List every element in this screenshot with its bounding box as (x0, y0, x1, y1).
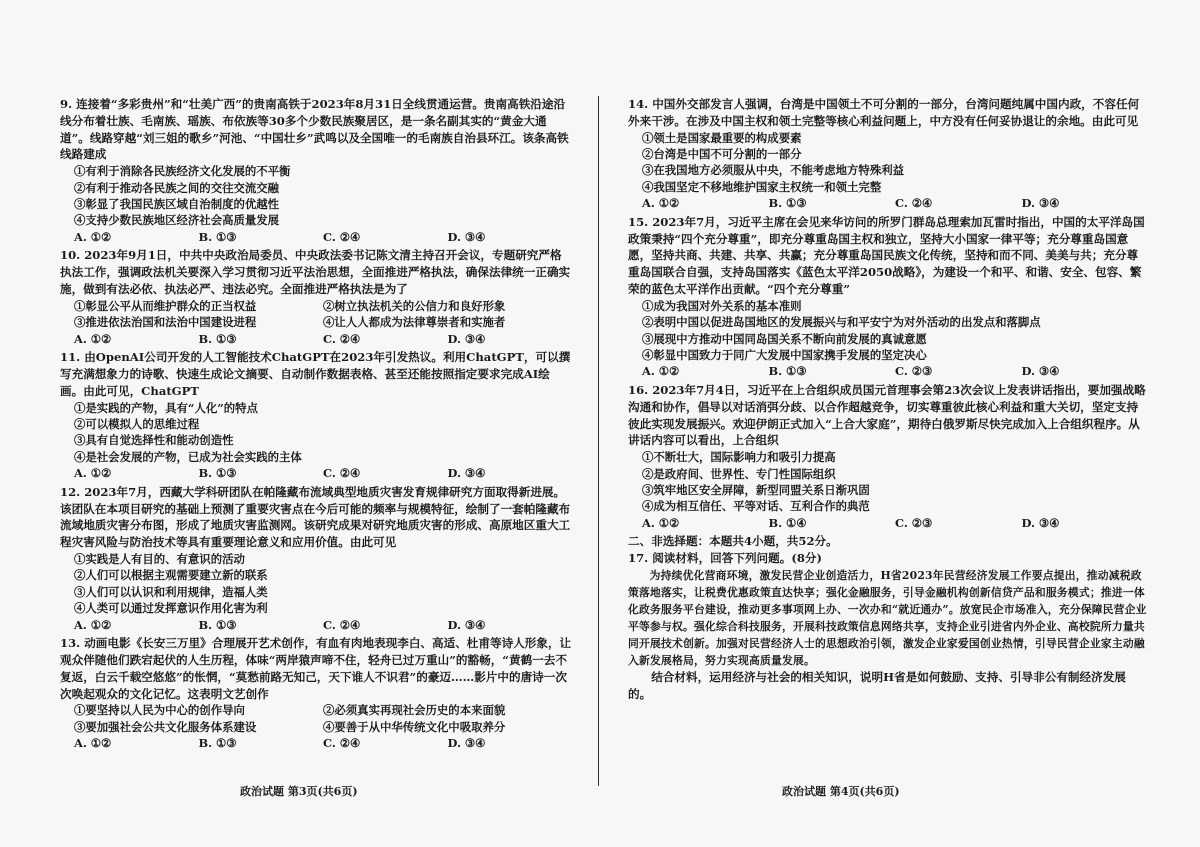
choice-c: C. ②④ (323, 466, 361, 481)
choice-d: D. ③④ (447, 736, 486, 751)
option-2: ②表明中国以促进岛国地区的发展振兴与和平安宁为对外活动的出发点和落脚点 (642, 315, 1041, 330)
question-15 (628, 214, 1148, 380)
option-2: ②可以模拟人的思维过程 (74, 417, 200, 431)
choice-b: B. ①③ (198, 229, 237, 244)
choice-c: C. ②③ (895, 364, 933, 379)
option-3: ③推进依法治国和法治中国建设进程 (74, 315, 257, 330)
option-4: ④人类可以通过发挥意识作用化害为利 (74, 601, 268, 616)
option-1: ①领土是国家最重要的构成要素 (642, 130, 802, 145)
choice-c: C. ②③ (895, 515, 933, 530)
choice-a: A. ①② (642, 515, 680, 530)
question-12 (60, 484, 572, 633)
option-3: ③人们可以认识和利用规律，造福人类 (74, 584, 268, 599)
choice-d: D. ③④ (1021, 196, 1060, 211)
choice-a: A. ①② (74, 466, 112, 481)
question-10 (60, 247, 572, 347)
question-stem: 14. 中国外交部发言人强调，台湾是中国领土不可分割的一部分，台湾问题纯属中国内政，不容任何外来干涉。在涉及中国主权和领土完整等核心利益问题上，中方没有任何妥协退让的余地。由此可见 (628, 97, 1140, 128)
option-3: ③彰显了我国民族区域自治制度的优越性 (74, 197, 280, 211)
question-stem: 15. 2023年7月，习近平主席在会见来华访问的所罗门群岛总理索加瓦雷时指出，中国的太平洋岛国政策秉持“四个充分尊重”，即充分尊重岛国主权和独立，坚持大小国家一律平等；充分尊重岛国意愿，坚持共商、共建、共享、共赢；充分尊重岛国民族文化传统，坚持和而不同、美美与共；充分尊重岛国联合自强，支持岛国落实《蓝色太平洋2050战略》，为建设一个和平、和谐、安全、包容、繁荣的蓝色太平洋作出贡献。“四个充分尊重” (628, 214, 1145, 296)
choice-b: B. ①③ (768, 364, 807, 379)
choice-d: D. ③④ (447, 229, 486, 244)
option-4: ④让人人都成为法律尊崇者和实施者 (323, 315, 506, 330)
question-stem: 11. 由OpenAI公司开发的人工智能技术ChatGPT在2023年引发热议。利用ChatGPT，可以撰写充满想象力的诗歌、快速生成论文摘要、自动制作数据表格、甚至还能按照指定要求完成AI绘画。由此可见，ChatGPT (60, 350, 571, 398)
option-4: ④成为相互信任、平等对话、互利合作的典范 (642, 499, 870, 514)
section-heading: 二、非选择题：本题共4小题，共52分。 (628, 534, 838, 549)
option-2: ②是政府间、世界性、专门性国际组织 (642, 466, 836, 481)
question-stem: 9. 连接着“多彩贵州”和“壮美广西”的贵南高铁于2023年8月31日全线贯通运营。贵南高铁沿途沿线分布着壮族、毛南族、瑶族、布依族等30多个少数民族聚居区，是一条名副其实的“黄金大通道”。线路穿越“刘三姐的歌乡”河池、“中国壮乡”武鸣以及全国唯一的毛南族自治县环江。该条高铁线路建成 (60, 97, 569, 162)
option-1: ①实践是人有目的、有意识的活动 (74, 552, 245, 566)
question-stem: 12. 2023年7月，西藏大学科研团队在帕隆藏布流域典型地质灾害发育规律研究方面取得新进展。该团队在本项目研究的基础上预测了重要灾害点在今后可能的频率与规模特征，绘制了一套帕隆藏布流域地质灾害分布图，形成了地质灾害监测网。该研究成果对研究地质灾害的形成、高原地区重大工程灾害风险与防治技术等具有重要理论意义和应用价值。由此可见 (60, 484, 571, 550)
choice-c: C. ②④ (895, 196, 933, 211)
question-11 (60, 349, 572, 482)
option-3: ③要加强社会公共文化服务体系建设 (74, 719, 257, 734)
page-3-column (60, 96, 572, 754)
choice-b: B. ①③ (198, 617, 237, 632)
answer-choices (642, 515, 1148, 532)
choice-b: B. ①④ (768, 515, 807, 530)
question-stem: 13. 动画电影《长安三万里》合理展开艺术创作，有血有肉地表现李白、高适、杜甫等诗人形象，让观众伴随他们跌宕起伏的人生历程，体味“两岸猿声啼不住，轻舟已过万重山”的豁畅，“黄鹤一去不复返，白云千载空悠悠”的怅惘，“莫愁前路无知己，天下谁人不识君”的豪迈……影片中的唐诗一次次唤起观众的文化记忆。这表明文艺创作 (60, 636, 572, 701)
choice-c: C. ②④ (323, 229, 361, 244)
choice-d: D. ③④ (1021, 515, 1060, 530)
question-stem: 10. 2023年9月1日，中共中央政治局委员、中央政法委书记陈文清主持召开会议，专题研究严格执法工作，强调政法机关要深入学习贯彻习近平法治思想，全面推进严格执法，确保法律统一正确实施，做到有法必依、执法必严、违法必究。全面推进严格执法是为了 (60, 248, 571, 296)
column-divider (598, 96, 599, 786)
option-4: ④要善于从中华传统文化中吸取养分 (323, 719, 506, 734)
option-2: ②树立执法机关的公信力和良好形象 (323, 298, 506, 313)
answer-choices (74, 331, 572, 348)
option-1: ①成为我国对外关系的基本准则 (642, 298, 802, 313)
choice-c: C. ②④ (323, 331, 361, 346)
choice-a: A. ①② (74, 331, 112, 346)
choice-a: A. ①② (74, 617, 112, 632)
answer-choices (74, 229, 572, 246)
choice-a: A. ①② (74, 736, 112, 751)
answer-choices (74, 465, 572, 482)
choice-a: A. ①② (642, 364, 680, 379)
option-1: ①要坚持以人民为中心的创作导向 (74, 703, 245, 718)
option-3: ③具有自觉选择性和能动创造性 (74, 433, 234, 448)
option-1: ①是实践的产物，具有“人化”的特点 (74, 400, 258, 415)
question-stem: 16. 2023年7月4日，习近平在上合组织成员国元首理事会第23次会议上发表讲话指出，要加强战略沟通和协作，倡导以对话消弭分歧、以合作超越竞争，切实尊重彼此核心利益和重大关切，坚定支持彼此实现发展振兴。欢迎伊朗正式加入“上合大家庭”，期待白俄罗斯尽快完成加入上合组织程序。从讲话内容可以看出，上合组织 (628, 383, 1146, 448)
option-1: ①彰显公平从而维护群众的正当权益 (74, 298, 257, 313)
choice-a: A. ①② (642, 196, 680, 211)
choice-b: B. ①③ (198, 331, 237, 346)
choice-c: C. ②④ (323, 736, 361, 751)
option-row (74, 702, 572, 718)
choice-a: A. ①② (74, 229, 112, 244)
option-2: ②台湾是中国不可分割的一部分 (642, 147, 802, 161)
question-13 (60, 635, 572, 752)
choice-b: B. ①③ (198, 736, 237, 751)
option-row (74, 298, 572, 314)
option-3: ③展现中方推动中国同岛国关系不断向前发展的真诚意愿 (642, 331, 927, 346)
question-stem: 17. 阅读材料，回答下列问题。(8分) (628, 551, 822, 566)
reading-material: 为持续优化营商环境，激发民营企业创造活力，H省2023年民营经济发展工作要点提出，推动减税政策落地落实，让税费优惠政策直达快享；强化金融服务，引导金融机构创新信贷产品和服务模式；推进一体化政务服务平台建设，推动更多事项网上办、一次办和“就近通办”。放宽民企市场准入，充分保障民营企业平等参与权。强化综合科技服务，开展科技政策信息网络共享，支持企业引进省内外企业、高校院所力量共同开展技术创新。加强对民营经济人士的思想政治引领，激发企业家爱国创业热情，引导民营企业家主动融入新发展格局，努力实现高质量发展。 (628, 569, 1147, 668)
choice-d: D. ③④ (1021, 364, 1060, 379)
choice-c: C. ②④ (323, 617, 361, 632)
page-4-column (628, 96, 1148, 705)
answer-choices (74, 735, 572, 752)
option-3: ③筑牢地区安全屏障，新型同盟关系日渐巩固 (642, 483, 870, 498)
choice-b: B. ①③ (198, 466, 237, 481)
answer-choices (642, 195, 1148, 212)
page-footer: 政治试题 第3页(共6页) (240, 785, 358, 798)
option-2: ②必须真实再现社会历史的本来面貌 (323, 703, 506, 718)
option-1: ①有利于消除各民族经济文化发展的不平衡 (74, 164, 291, 179)
option-row (74, 314, 572, 330)
option-4: ④我国坚定不移地维护国家主权统一和领土完整 (642, 179, 882, 194)
answer-choices (642, 363, 1148, 380)
option-row (74, 719, 572, 735)
option-3: ③在我国地方必须服从中央，不能考虑地方特殊利益 (642, 163, 904, 178)
option-4: ④彰显中国致力于同广大发展中国家携手发展的坚定决心 (642, 348, 927, 363)
answer-choices (74, 617, 572, 634)
option-2: ②有利于推动各民族之间的交往交流交融 (74, 180, 280, 195)
question-16 (628, 382, 1148, 531)
question-17 (628, 550, 1148, 702)
choice-d: D. ③④ (447, 617, 486, 632)
option-4: ④是社会发展的产物，已成为社会实践的主体 (74, 449, 302, 464)
page-footer: 政治试题 第4页(共6页) (782, 785, 900, 798)
question-9 (60, 96, 572, 245)
question-14 (628, 96, 1148, 212)
question-prompt: 结合材料，运用经济与社会的相关知识，说明H省是如何鼓励、支持、引导非公有制经济发展的。 (628, 670, 1126, 702)
option-4: ④支持少数民族地区经济社会高质量发展 (74, 213, 280, 228)
choice-d: D. ③④ (447, 331, 486, 346)
choice-b: B. ①③ (768, 196, 807, 211)
choice-d: D. ③④ (447, 466, 486, 481)
option-2: ②人们可以根据主观需要建立新的联系 (74, 568, 268, 583)
option-1: ①不断壮大，国际影响力和吸引力提高 (642, 450, 836, 465)
